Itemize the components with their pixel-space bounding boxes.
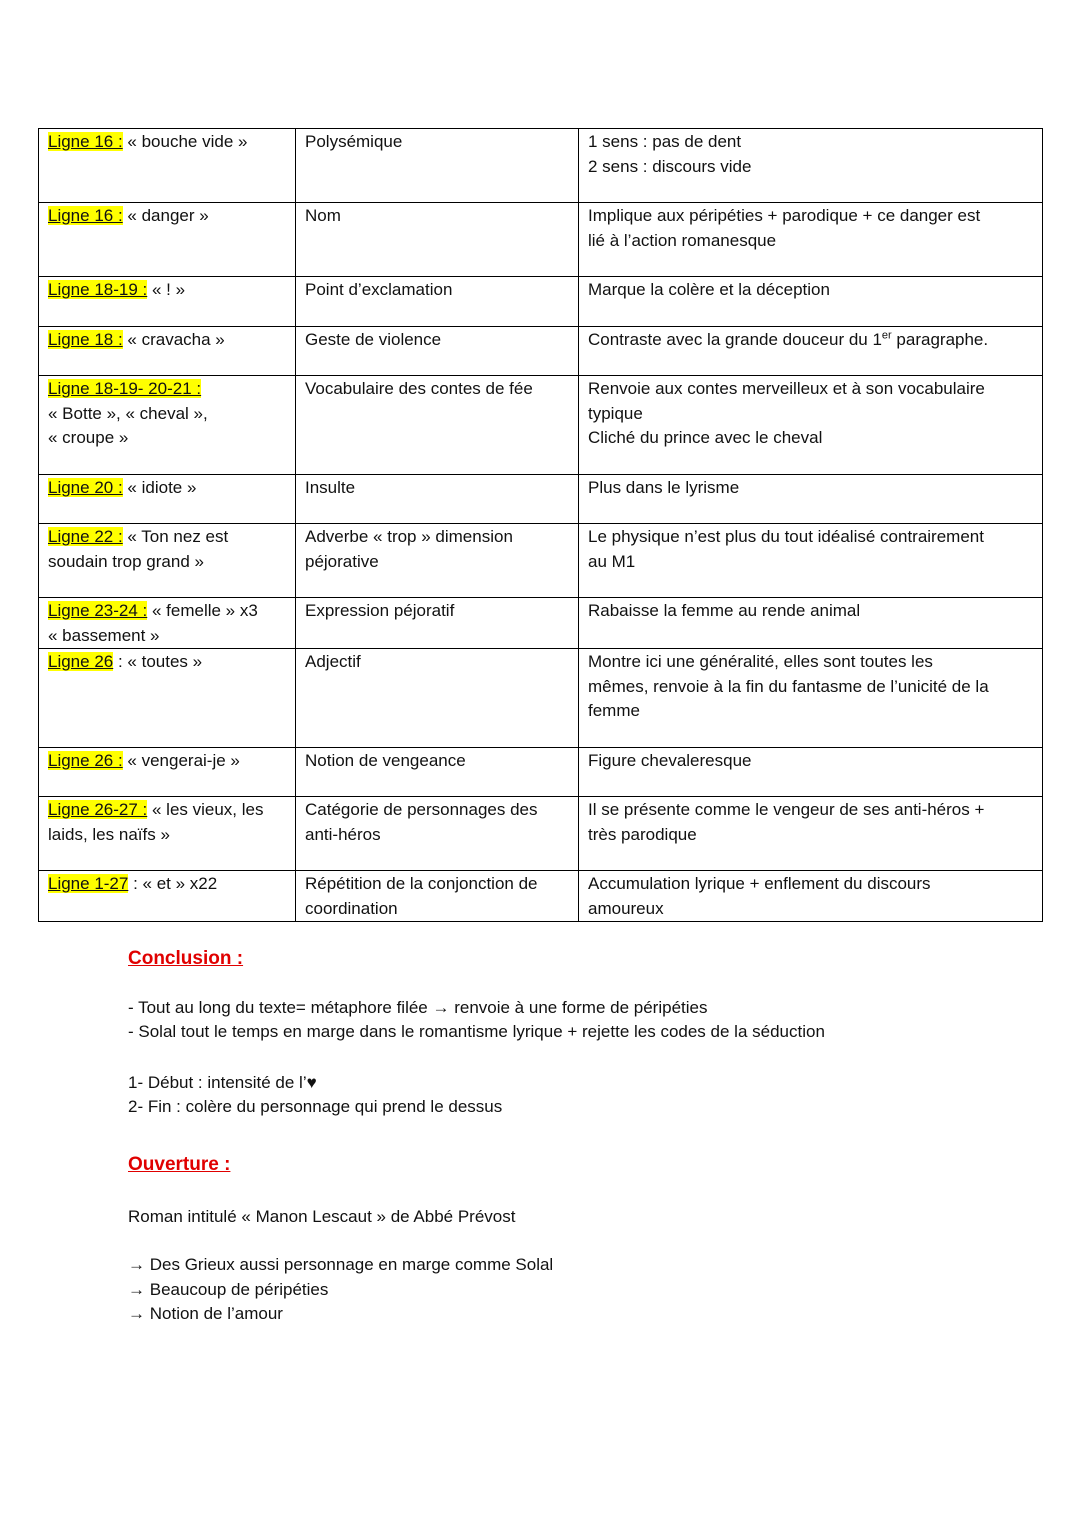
table-row <box>39 129 1043 203</box>
cell-effect <box>579 327 1043 376</box>
effect-text: Plus dans le lyrisme <box>588 478 740 497</box>
line-reference: Ligne 18 : <box>48 330 123 349</box>
table-row <box>39 748 1043 797</box>
conclusion-item-2: 2- Fin : colère du personnage qui prend le dessus <box>128 1097 503 1116</box>
quote-text: « vengerai-je » <box>127 751 240 770</box>
type-text: Adjectif <box>305 652 361 671</box>
effect-text: amoureux <box>588 898 664 918</box>
table-row <box>39 649 1043 748</box>
type-text: Catégorie de personnages des <box>305 800 538 819</box>
cell-reference <box>39 129 296 203</box>
analysis-table <box>38 128 1043 922</box>
effect-text: Renvoie aux contes merveilleux et à son vocabulaire <box>588 379 985 398</box>
type-text: Insulte <box>305 478 356 497</box>
effect-text: 1 sens : pas de dent <box>588 132 742 151</box>
reference-suffix: : <box>113 652 123 671</box>
effect-text: Montre ici une généralité, elles sont toutes les <box>588 652 933 671</box>
cell-type <box>296 649 579 748</box>
conclusion-point-1-a: - Tout au long du texte= métaphore filée <box>128 997 428 1017</box>
quote-text: « bouche vide » <box>127 132 248 151</box>
effect-text: très parodique <box>588 824 697 844</box>
line-reference: Ligne 26 <box>48 652 114 671</box>
arrow-right-icon: → <box>128 1279 150 1299</box>
effect-text: au M1 <box>588 551 636 571</box>
ouverture-list <box>128 1253 1028 1327</box>
arrow-right-icon: → <box>432 997 450 1017</box>
type-text: Nom <box>305 206 341 225</box>
cell-reference <box>39 797 296 871</box>
cell-effect <box>579 475 1043 524</box>
conclusion-section <box>128 947 1028 1120</box>
ouverture-bullet <box>128 1278 1028 1303</box>
line-reference: Ligne 26-27 : <box>48 800 148 819</box>
quote-text: « toutes » <box>127 652 203 671</box>
type-text: Vocabulaire des contes de fée <box>305 379 533 398</box>
quote-text: « femelle » x3 <box>151 601 258 620</box>
cell-effect <box>579 797 1043 871</box>
quote-text: « Botte », « cheval », <box>48 403 208 423</box>
quote-text: « les vieux, les <box>151 800 264 819</box>
cell-reference <box>39 649 296 748</box>
effect-text: mêmes, renvoie à la fin du fantasme de l’unicité de la <box>588 676 989 696</box>
effect-text: typique <box>588 403 643 423</box>
ouverture-bullet <box>128 1253 1028 1278</box>
ouverture-bullet <box>128 1302 1028 1327</box>
effect-text: Figure chevaleresque <box>588 751 752 770</box>
ouverture-bullet-text: Notion de l’amour <box>149 1304 283 1323</box>
line-reference: Ligne 18-19 : <box>48 280 148 299</box>
line-reference: Ligne 16 : <box>48 132 123 151</box>
cell-effect <box>579 524 1043 598</box>
effect-text: Le physique n’est plus du tout idéalisé contrairement <box>588 527 984 546</box>
line-reference: Ligne 16 : <box>48 206 123 225</box>
cell-type <box>296 871 579 922</box>
ouverture-bullet-text: Des Grieux aussi personnage en marge comme Solal <box>149 1255 554 1274</box>
ouverture-heading: Ouverture : <box>128 1154 231 1175</box>
cell-type <box>296 797 579 871</box>
quote-text: « Ton nez est <box>127 527 229 546</box>
cell-type <box>296 475 579 524</box>
effect-text: femme <box>588 701 640 720</box>
type-text: Répétition de la conjonction de <box>305 874 538 893</box>
cell-reference <box>39 748 296 797</box>
type-text: Geste de violence <box>305 330 442 349</box>
cell-type <box>296 748 579 797</box>
table-row <box>39 203 1043 277</box>
quote-text: « danger » <box>127 206 209 225</box>
type-text: coordination <box>305 898 398 918</box>
type-text: Expression péjoratif <box>305 601 455 620</box>
line-reference: Ligne 18-19- 20-21 : <box>48 379 202 398</box>
quote-text: « ! » <box>151 280 186 299</box>
arrow-right-icon: → <box>128 1255 150 1274</box>
line-reference: Ligne 20 : <box>48 478 123 497</box>
cell-reference <box>39 475 296 524</box>
effect-text: Contraste avec la grande douceur du 1 <box>588 330 882 349</box>
effect-text: Cliché du prince avec le cheval <box>588 428 823 447</box>
type-text: Point d’exclamation <box>305 280 453 299</box>
cell-reference <box>39 277 296 327</box>
cell-effect <box>579 277 1043 327</box>
table-row <box>39 376 1043 475</box>
effect-text: Implique aux péripéties + parodique + ce danger est <box>588 206 981 225</box>
effect-text: Marque la colère et la déception <box>588 280 830 299</box>
cell-reference <box>39 871 296 922</box>
cell-type <box>296 327 579 376</box>
quote-text: soudain trop grand » <box>48 551 204 571</box>
effect-text: Rabaisse la femme au rende animal <box>588 601 861 620</box>
table-row <box>39 871 1043 922</box>
ouverture-section <box>128 1153 1028 1327</box>
line-reference: Ligne 1-27 <box>48 874 129 893</box>
cell-effect <box>579 649 1043 748</box>
cell-reference <box>39 524 296 598</box>
effect-text: 2 sens : discours vide <box>588 156 752 176</box>
effect-text: paragraphe. <box>891 330 989 349</box>
cell-effect <box>579 203 1043 277</box>
effect-text: lié à l’action romanesque <box>588 230 777 250</box>
table-row <box>39 797 1043 871</box>
superscript: er <box>881 329 892 342</box>
cell-effect <box>579 129 1043 203</box>
conclusion-point-1 <box>128 996 1028 1021</box>
quote-text: « croupe » <box>48 428 129 447</box>
quote-text: « cravacha » <box>127 330 225 349</box>
type-text: Polysémique <box>305 132 403 151</box>
cell-type <box>296 129 579 203</box>
quote-text: « et » x22 <box>142 874 218 893</box>
quote-text: « idiote » <box>127 478 197 497</box>
cell-reference <box>39 327 296 376</box>
cell-effect <box>579 376 1043 475</box>
quote-text: « bassement » <box>48 625 160 645</box>
table-row <box>39 327 1043 376</box>
line-reference: Ligne 23-24 : <box>48 601 148 620</box>
table-row <box>39 598 1043 649</box>
table-body <box>39 129 1043 922</box>
cell-reference <box>39 376 296 475</box>
heart-icon: ♥ <box>306 1072 317 1092</box>
reference-suffix: : <box>128 874 138 893</box>
conclusion-point-2: - Solal tout le temps en marge dans le romantisme lyrique + rejette les codes de la séduction <box>128 1022 825 1041</box>
type-text: Notion de vengeance <box>305 751 466 770</box>
arrow-right-icon: → <box>128 1304 150 1323</box>
line-reference: Ligne 26 : <box>48 751 123 770</box>
type-text: anti-héros <box>305 824 381 844</box>
cell-effect <box>579 748 1043 797</box>
table-row <box>39 475 1043 524</box>
cell-effect <box>579 871 1043 922</box>
cell-reference <box>39 203 296 277</box>
type-text: péjorative <box>305 551 379 571</box>
conclusion-heading: Conclusion : <box>128 948 244 969</box>
quote-text: laids, les naïfs » <box>48 824 170 844</box>
cell-effect <box>579 598 1043 649</box>
conclusion-point-1-b: renvoie à une forme de péripéties <box>449 997 708 1017</box>
cell-type <box>296 277 579 327</box>
cell-type <box>296 203 579 277</box>
ouverture-bullet-text: Beaucoup de péripéties <box>149 1279 329 1299</box>
effect-text: Il se présente comme le vengeur de ses anti-héros + <box>588 800 985 819</box>
line-reference: Ligne 22 : <box>48 527 123 546</box>
effect-text: Accumulation lyrique + enflement du discours <box>588 874 931 893</box>
ouverture-intro: Roman intitulé « Manon Lescaut » de Abbé Prévost <box>128 1206 516 1226</box>
cell-type <box>296 598 579 649</box>
type-text: Adverbe « trop » dimension <box>305 527 513 546</box>
conclusion-item-1-text: 1- Début : intensité de l’ <box>128 1072 307 1092</box>
cell-type <box>296 524 579 598</box>
table-row <box>39 277 1043 327</box>
cell-reference <box>39 598 296 649</box>
table-row <box>39 524 1043 598</box>
conclusion-item-1 <box>128 1071 1028 1096</box>
cell-type <box>296 376 579 475</box>
